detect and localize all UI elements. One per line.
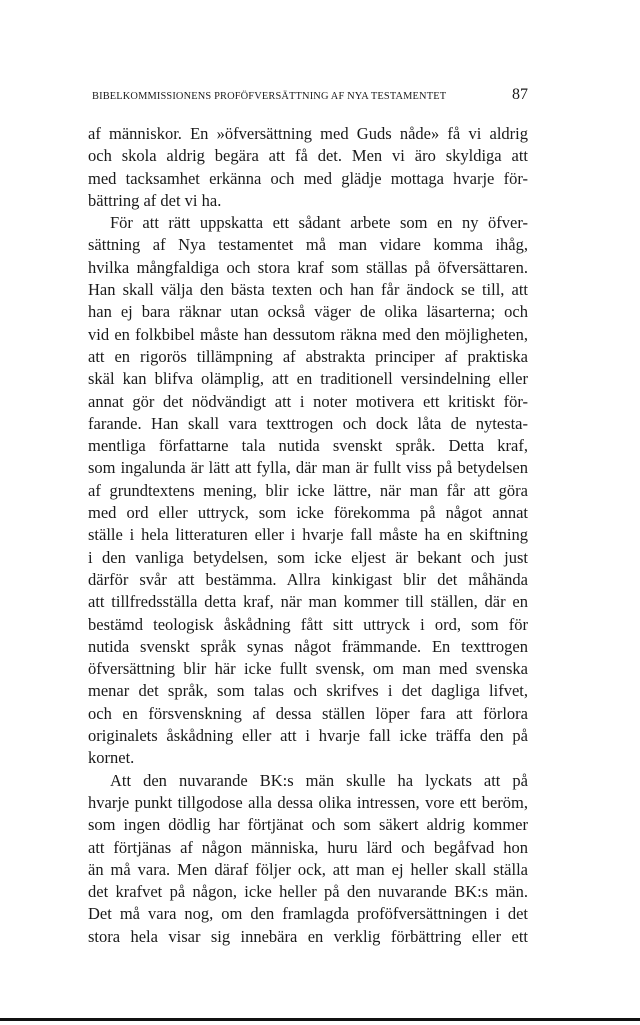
body-text bbox=[88, 123, 528, 948]
text-line: därför svår att bestämma. Allra kinkigast blir det måhända bbox=[88, 569, 528, 589]
text-line: han ej bara räknar utan också väger de olika läsarterna; och bbox=[88, 302, 528, 322]
text-line: och skola aldrig begära att få det. Men vi äro skyldiga att bbox=[88, 146, 528, 166]
text-line: För att rätt uppskatta ett sådant arbete som en ny öfver- bbox=[110, 213, 528, 233]
text-line: i den vanliga betydelsen, som icke eljest är bekant och just bbox=[88, 547, 528, 567]
text-line: menar det språk, som talas och skrifves i det dagliga lifvet, bbox=[88, 681, 528, 701]
text-line: som ingalunda är lätt att fylla, där man är fullt viss på betydelsen bbox=[88, 458, 528, 478]
text-line: bestämd teologisk åskådning fått sitt uttryck i ord, som för bbox=[88, 614, 528, 634]
text-line: originalets åskådning eller att i hvarje fall icke träffa den på bbox=[88, 726, 528, 746]
text-line: än må vara. Men däraf följer ock, att man ej heller skall ställa bbox=[88, 859, 528, 879]
text-line: öfversättning blir här icke fullt svensk, om man med svenska bbox=[88, 659, 528, 679]
text-line: hvilka mångfaldiga och stora kraf som ställas på öfversättaren. bbox=[88, 257, 528, 277]
text-line: skäl kan blifva olämplig, att en traditionell versindelning eller bbox=[88, 369, 528, 389]
text-line: att tillfredsställa detta kraf, när man kommer till ställen, där en bbox=[88, 592, 528, 612]
text-line: med ord eller uttryck, som icke förekomma på något annat bbox=[88, 503, 528, 523]
text-line: att en rigorös tillämpning af abstrakta principer af praktiska bbox=[88, 346, 528, 366]
text-line: af grundtextens mening, blir icke lättre, när man får att göra bbox=[88, 480, 528, 500]
text-line: af människor. En »öfversättning med Guds nåde» få vi aldrig bbox=[88, 124, 528, 143]
text-line: med tacksamhet erkänna och med glädje mottaga hvarje för- bbox=[88, 168, 528, 188]
page-number: 87 bbox=[512, 86, 528, 103]
text-line: farande. Han skall vara texttrogen och dock låta de nytesta- bbox=[88, 413, 528, 433]
text-line: som ingen dödlig har förtjänat och som säkert aldrig kommer bbox=[88, 815, 528, 835]
text-line: hvarje punkt tillgodose alla dessa olika intressen, vore ett beröm, bbox=[88, 792, 528, 812]
page-header bbox=[90, 86, 528, 106]
text-line: ställe i hela litteraturen eller i hvarje fall måste ha en skiftning bbox=[88, 525, 528, 545]
text-line: att förtjänas af någon människa, huru lärd och begåfvad hon bbox=[88, 837, 528, 857]
text-line: kornet. bbox=[88, 748, 135, 768]
text-line: nutida svenskt språk synas något främmande. En texttrogen bbox=[88, 636, 528, 656]
text-line: stora hela visar sig innebära en verklig förbättring eller ett bbox=[88, 926, 528, 946]
text-line: det krafvet på någon, icke heller på den nuvarande BK:s män. bbox=[88, 882, 528, 902]
text-line: Han skall välja den bästa texten och han får ändock se till, att bbox=[88, 280, 528, 300]
bottom-edge-rule bbox=[0, 1018, 640, 1021]
text-line: och en försvenskning af dessa ställen löper fara att förlora bbox=[88, 703, 528, 723]
text-line: mentliga författarne tala nutida svenskt språk. Detta kraf, bbox=[88, 436, 528, 456]
running-head: BIBELKOMMISSIONENS PROFÖFVERSÄTTNING AF NYA TESTAMENTET bbox=[92, 91, 447, 102]
text-line: sättning af Nya testamentet må man vidare komma ihåg, bbox=[88, 235, 528, 255]
text-line: vid en folkbibel måste han dessutom räkna med den möjligheten, bbox=[88, 324, 528, 344]
text-line: annat gör det nödvändigt att i noter motivera ett kritiskt för- bbox=[88, 391, 528, 411]
text-line: Det må vara nog, om den framlagda proföfversättningen i det bbox=[88, 904, 528, 924]
text-line: Att den nuvarande BK:s män skulle ha lyckats att på bbox=[110, 770, 528, 790]
text-line: bättring af det vi ha. bbox=[88, 190, 222, 210]
